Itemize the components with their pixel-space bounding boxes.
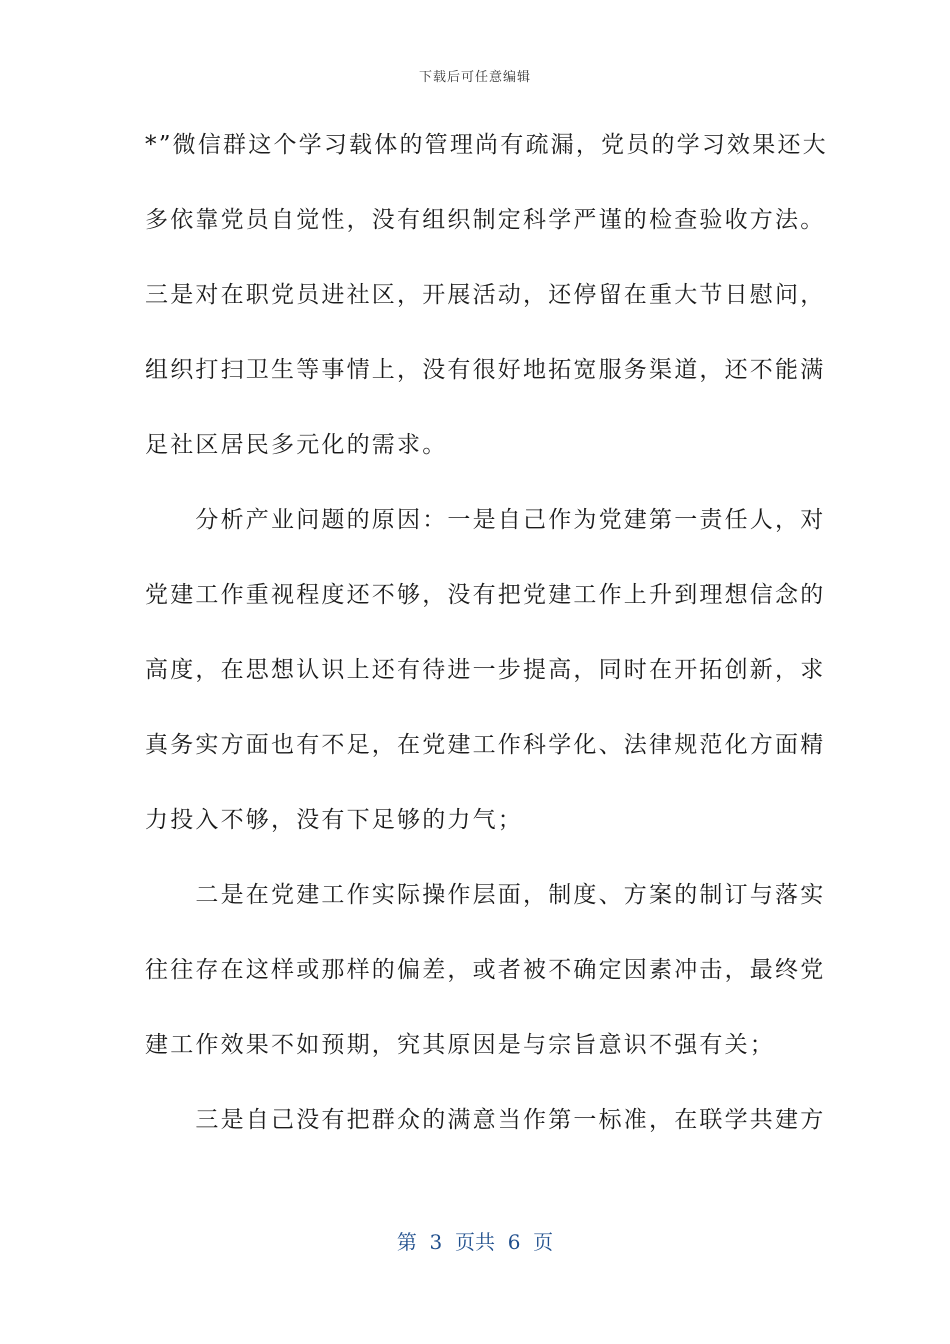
text-line: 组织打扫卫生等事情上，没有很好地拓宽服务渠道，还不能满 (145, 357, 826, 383)
text-line: 二是在党建工作实际操作层面，制度、方案的制订与落实 (145, 882, 826, 908)
text-line: 三是自己没有把群众的满意当作第一标准，在联学共建方 (145, 1107, 826, 1133)
text-line: 高度，在思想认识上还有待进一步提高，同时在开拓创新，求 (145, 657, 826, 683)
document-body (145, 118, 828, 1168)
text-line: 足社区居民多元化的需求。 (145, 432, 448, 458)
text-line: 建工作效果不如预期，究其原因是与宗旨意识不强有关； (145, 1032, 775, 1058)
text-line: 多依靠党员自觉性，没有组织制定科学严谨的检查验收方法。 (145, 207, 826, 233)
page-number: 第 3 页共 6 页 (396, 1230, 554, 1254)
page-header-note: 下载后可任意编辑 (418, 70, 531, 85)
text-line: 分析产业问题的原因：一是自己作为党建第一责任人，对 (145, 507, 826, 533)
text-line: *”微信群这个学习载体的管理尚有疏漏，党员的学习效果还大 (145, 132, 828, 158)
text-line: 真务实方面也有不足，在党建工作科学化、法律规范化方面精 (145, 732, 826, 758)
text-line: 往往存在这样或那样的偏差，或者被不确定因素冲击，最终党 (145, 957, 826, 983)
text-line: 力投入不够，没有下足够的力气； (145, 807, 523, 833)
text-line: 党建工作重视程度还不够，没有把党建工作上升到理想信念的 (145, 582, 826, 608)
text-line: 三是对在职党员进社区，开展活动，还停留在重大节日慰问， (145, 282, 826, 308)
